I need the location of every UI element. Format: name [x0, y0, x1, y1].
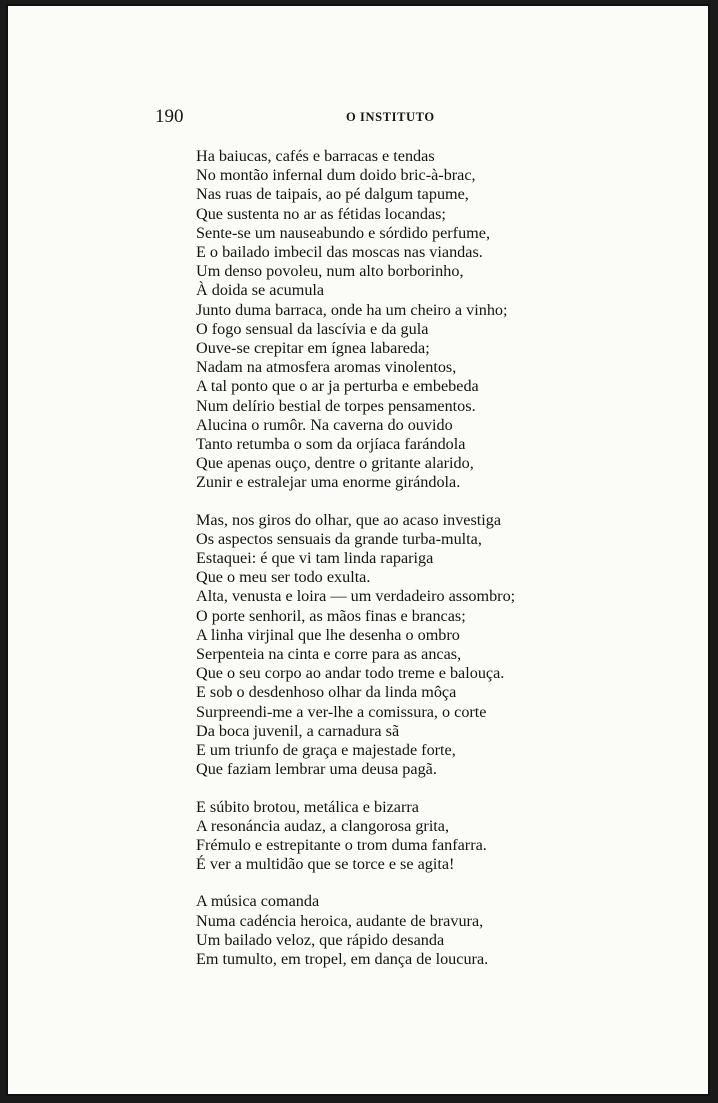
poem-line: A música comanda	[196, 892, 320, 911]
poem-line: Frémulo e estrepitante o trom duma fanfarra.	[196, 835, 487, 854]
poem-line: Nas ruas de taipais, ao pé dalgum tapume,	[196, 185, 469, 204]
poem-line: Alta, venusta e loira — um verdadeiro assombro;	[196, 587, 516, 606]
poem-line: Da boca juvenil, a carnadura sã	[196, 721, 400, 740]
poem-line: Que faziam lembrar uma deusa pagã.	[196, 760, 437, 779]
poem-line: Um bailado veloz, que rápido desanda	[196, 930, 445, 949]
stanza-4	[196, 892, 616, 969]
poem-line: E o bailado imbecil das moscas nas viandas.	[196, 243, 483, 262]
poem-line: Alucina o rumôr. Na caverna do ouvido	[196, 415, 453, 434]
poem-line: Surpreendi-me a ver-lhe a comissura, o corte	[196, 702, 487, 721]
poem-line: É ver a multidão que se torce e se agita!	[196, 855, 455, 874]
poem-line: No montão infernal dum doido bric-à-brac,	[196, 166, 476, 185]
poem-line: Que o meu ser todo exulta.	[196, 568, 371, 587]
poem-line: Os aspectos sensuais da grande turba-multa,	[196, 529, 482, 548]
poem-line: A linha virjinal que lhe desenha o ombro	[196, 625, 460, 644]
stanza-2	[196, 511, 616, 780]
page-number: 190	[155, 106, 184, 127]
poem-line: À doida se acumula	[196, 281, 325, 300]
poem-line: Que sustenta no ar as fétidas locandas;	[196, 204, 446, 223]
poem-line: Ouve-se crepitar em ígnea labareda;	[196, 339, 430, 358]
poem-line: E sob o desdenhoso olhar da linda môça	[196, 683, 457, 702]
poem-line: Um denso povoleu, num alto borborinho,	[196, 262, 464, 281]
poem-line: Ha baiucas, cafés e barracas e tendas	[196, 147, 435, 165]
poem-line: Sente-se um nauseabundo e sórdido perfume,	[196, 223, 490, 242]
poem-line: Que apenas ouço, dentre o gritante alarido,	[196, 454, 474, 473]
poem-line: E súbito brotou, metálica e bizarra	[196, 797, 419, 816]
poem-line: Mas, nos giros do olhar, que ao acaso investiga	[196, 510, 502, 529]
poem-line: Que o seu corpo ao andar todo treme e balouça.	[196, 664, 505, 683]
poem-line: Zunir e estralejar uma enorme girándola.	[196, 473, 461, 492]
poem-line: Em tumulto, em tropel, em dança de loucura.	[196, 949, 489, 968]
poem-line: Nadam na atmosfera aromas vinolentos,	[196, 358, 457, 377]
poem-line: Num delírio bestial de torpes pensamentos.	[196, 396, 476, 415]
poem-body	[196, 147, 616, 987]
poem-line: A resonáncia audaz, a clangorosa grita,	[196, 816, 450, 835]
poem-line: Estaquei: é que vi tam linda rapariga	[196, 549, 434, 568]
book-page	[6, 4, 710, 1096]
poem-line: O porte senhoril, as mãos finas e brancas;	[196, 606, 466, 625]
poem-line: E um triunfo de graça e majestade forte,	[196, 741, 456, 760]
stanza-3	[196, 798, 616, 875]
poem-line: Tanto retumba o som da orjíaca farándola	[196, 435, 466, 454]
poem-line: Junto duma barraca, onde ha um cheiro a vinho;	[196, 300, 508, 319]
page-header	[8, 106, 708, 130]
stanza-1	[196, 147, 616, 493]
poem-line: A tal ponto que o ar ja perturba e embebeda	[196, 377, 479, 396]
running-title: O INSTITUTO	[346, 110, 435, 124]
poem-line: Serpenteia na cinta e corre para as ancas,	[196, 645, 462, 664]
poem-line: O fogo sensual da lascívia e da gula	[196, 319, 429, 338]
poem-line: Numa cadéncia heroica, audante de bravura,	[196, 911, 484, 930]
